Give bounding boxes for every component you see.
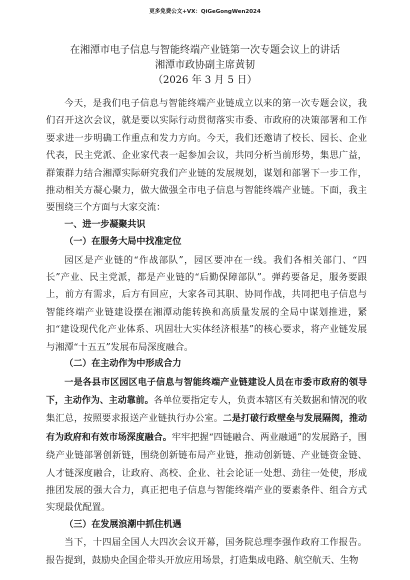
subsection-paragraph [46, 374, 367, 517]
top-note: 更多免费公文+VX：QiGeGongWen2024 [149, 9, 261, 15]
speech-date: （2026 年 3 月 5 日） [152, 75, 258, 86]
subsection-heading: （一）在服务大局中找准定位 [64, 237, 182, 248]
intro-paragraph: 今天，是我们电子信息与智能终端产业链成立以来的第一次专题会议，我们召开这次会议，就是要以实际行动贯彻落实市委、市政府的决策部署和工作要求进一步明确工作重点和发力方向。今天，我们还邀请了校长、园长、企业代表，民主党派、企业家代表一起参加会议，共同分析当前形势，集思广益，群策群力结合湘潭实际研究我们产业链的发展规划，谋划和部署下一步工作，推动相关方凝心聚力，做大做强全市电子信息与智能终端产业链。下面，我主要围绕三个方面与大家交流： [46, 98, 367, 214]
subsection-paragraph: 当下，十四届全国人大四次会议开幕，国务院总理李强作政府工作报告。报告提到，鼓励央企国企带头开放应用场景，打造集成电路、航空航天、生物 [46, 537, 367, 566]
subsection-heading: （三）在发展浪潮中抓住机遇 [64, 519, 182, 530]
paragraph-text: 牢牢把握“四链融合、两业融通”的发展路子，围绕产业链部署创新链，围绕创新链布局产业链，推动创新链、产业链资金链、人才链深度融合，让政府、高校、企业、社会论证一处想、劲往一处使，形成推团发展的强大合力，真正把电子信息与智能终端产业的要素条件、组合方式实现最优配置。 [46, 431, 367, 514]
bold-lead: 二是打破行政壁垒与发展隔阂，推动有为政府和有效市场深度融合。 [46, 414, 368, 443]
document-body [46, 95, 367, 569]
paragraph-text: 各单位要指定专人，负责本辖区有关数据和情况的收集汇总，按照要求报送产业链执行办公室。 [46, 394, 367, 425]
speech-title: 在湘潭市电子信息与智能终端产业链第一次专题会议上的讲话 [70, 45, 340, 56]
bold-lead: 一是各县市区园区电子信息与智能终端产业链建设人员在市委市政府的领导下，主动作为、主动靠前。 [46, 377, 367, 406]
section-heading: 一、进一步凝聚共识 [64, 219, 146, 230]
subsection-heading: （二）在主动作为中形成合力 [64, 359, 182, 370]
speaker-line: 湘潭市政协副主席黄韧 [155, 60, 255, 71]
subsection-paragraph: 园区是产业链的“作战部队”，园区要冲在一线。我们各相关部门、“四长”产业、民主党派，都是产业链的“后勤保障部队”。弹药要备足，服务要跟上，前方有需求，后方有回应，大家各司其职、协同作战，共同把电子信息与智能终端产业链建设摆在湘潭动能转换和高质量发展的全局中谋划推进，紧扣“建设现代化产业体系、巩固壮大实体经济根基”的核心要求，将产业链发展与湘潭“十五五”发展布局深度融合。 [46, 254, 367, 353]
